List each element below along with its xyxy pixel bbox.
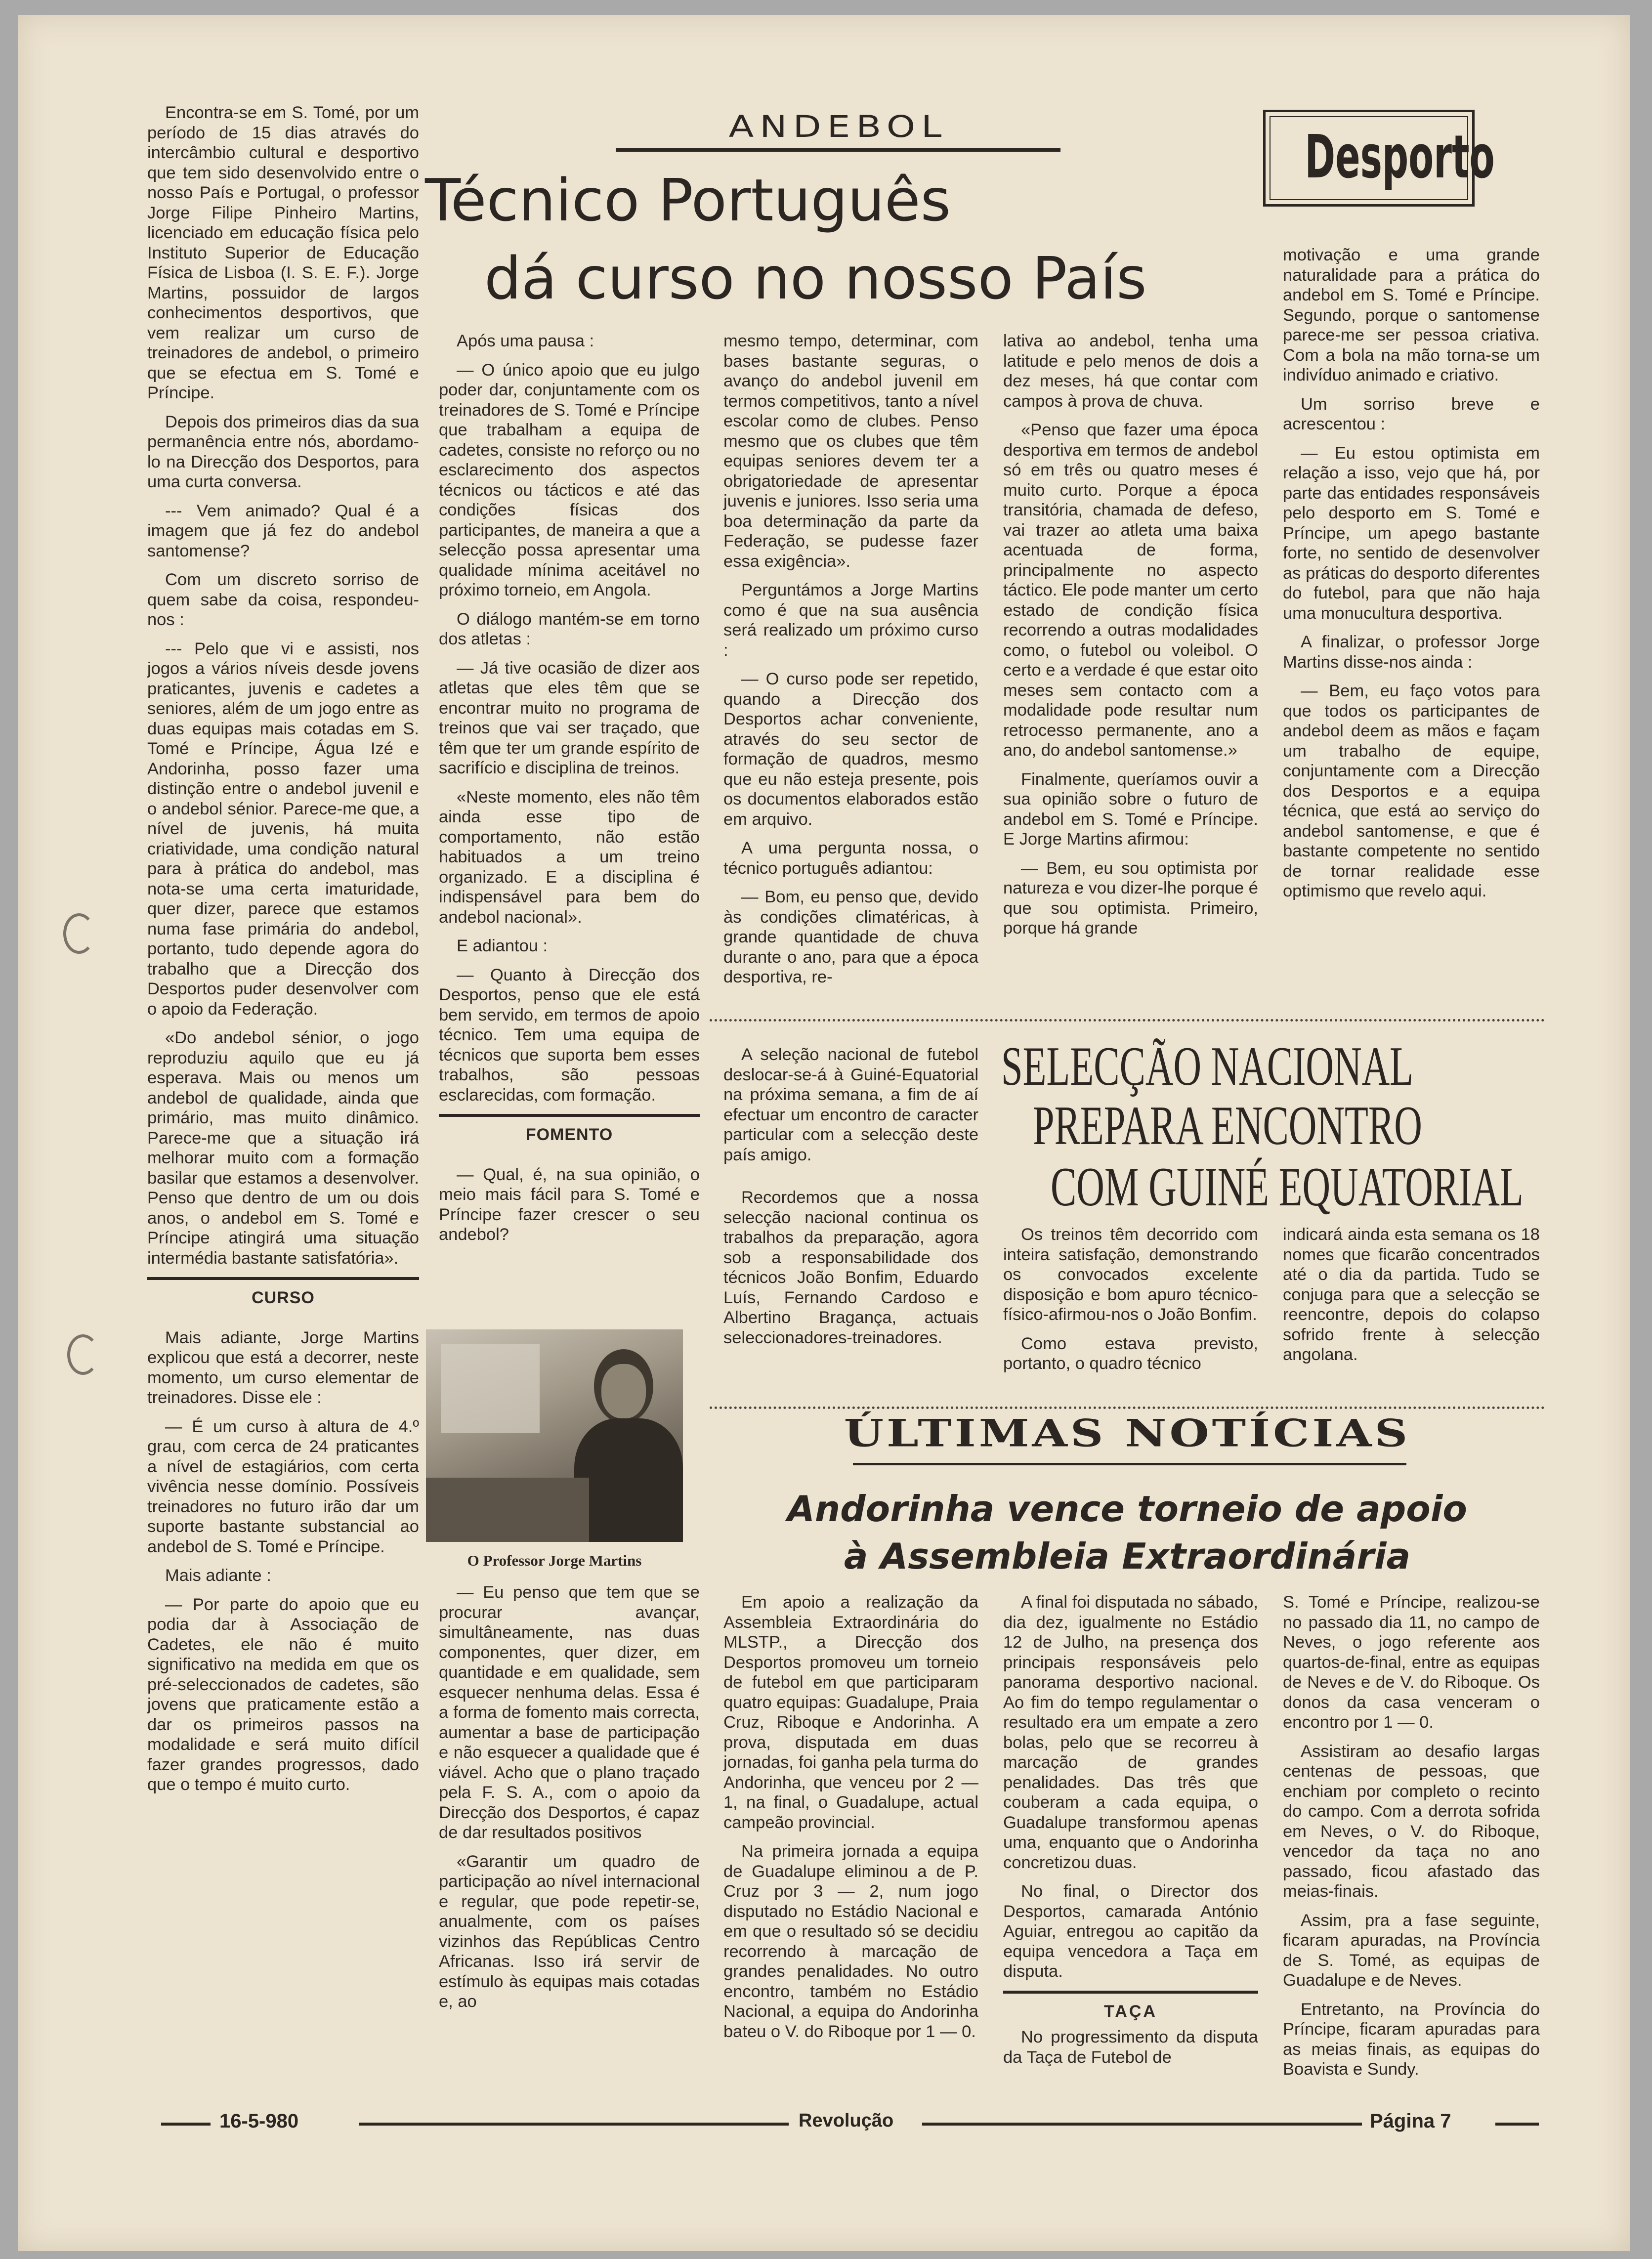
photo-desk — [426, 1478, 589, 1542]
ultimas-banner-text: ÚLTIMAS NOTÍCIAS — [844, 1411, 1411, 1455]
section-title-underline — [616, 148, 1060, 152]
paragraph: lativa ao andebol, tenha uma latitude e pelo menos de dois a dez meses, há que contar com campos à prova de chuva. — [1003, 332, 1258, 411]
ultimas-column-1 — [723, 1592, 978, 2050]
paragraph: Como estava previsto, portanto, o quadro técnico — [1003, 1334, 1258, 1373]
paragraph: Assim, pra a fase seguinte, ficaram apuradas, na Província de S. Tomé, as equipas de Guadalupe e de Neves. — [1283, 1911, 1540, 1990]
photo-window — [441, 1344, 540, 1433]
paragraph: No final, o Director dos Desportos, camarada António Aguiar, entregou ao capitão da equipa vencedora a Taça em disputa. — [1003, 1882, 1258, 1981]
footer-page-number: Página 7 — [1370, 2110, 1451, 2132]
paragraph: — Eu penso que tem que se procurar avançar, simultâneamente, nas duas componentes, quer dizer, em quantidade e em qualidade, sem esquecer nenhuma delas. Essa é a forma de fomento mais correcta, aumentar a base de participação e não esquecer a qualidade que é viável. Acho que o plano traçado pela F. S. A., com o apoio da Direcção dos Desportos, é capaz de dar resultados positivos — [439, 1583, 700, 1842]
section-title-text: ANDEBOL — [728, 109, 948, 144]
paragraph: indicará ainda esta semana os 18 nomes que ficarão concentrados até o dia da partida. Tudo se conjuga para que a selecção se reencontre, depois do colapso sofrido frente à selecção angolana. — [1283, 1225, 1540, 1364]
desporto-badge-text: Desporto — [1305, 123, 1495, 192]
andebol-column-2-continued — [439, 1582, 700, 2021]
footer-rule-left — [161, 2123, 211, 2126]
portrait-photo — [426, 1329, 683, 1542]
binder-hole-mark — [63, 913, 95, 954]
paragraph: Recordemos que a nossa selecção nacional continua os trabalhos da preparação, agora sob a responsabilidade dos técnicos João Bonfim, Eduardo Luís, Fernando Cardoso e Albertino Bragança, actuais seleccionadores-treinadores. — [723, 1188, 978, 1347]
article-separator — [710, 1407, 1545, 1409]
paragraph: Perguntámos a Jorge Martins como é que na sua ausência será realizado um próximo curso : — [723, 581, 978, 660]
taca-subheading: TAÇA — [1003, 1991, 1258, 2022]
andebol-column-5 — [1283, 245, 1540, 910]
paragraph: Com um discreto sorriso de quem sabe da coisa, respondeu-nos : — [147, 570, 419, 629]
paragraph: — Já tive ocasião de dizer aos atletas que eles têm que se encontrar muito no programa de treinos que vai ser traçado, que têm que ter um grande espírito de sacrifício e disciplina de treinos. — [439, 658, 700, 777]
ultimas-banner — [710, 1411, 1545, 1465]
paragraph: Finalmente, queríamos ouvir a sua opinião sobre o futuro de andebol em S. Tomé e Príncipe. E Jorge Martins afirmou: — [1003, 769, 1258, 849]
paragraph: Mais adiante, Jorge Martins explicou que está a decorrer, neste momento, um curso elementar de treinadores. Disse ele : — [147, 1328, 419, 1407]
seleccao-headline-line-3: COM GUINÉ EQUATORIAL — [1051, 1156, 1524, 1218]
seleccao-column-mid — [1003, 1225, 1258, 1383]
paragraph: --- Pelo que vi e assisti, nos jogos a vários níveis desde jovens praticantes, juvenis e cadetes a seniores, além de um jogo entre as duas equipas mais cotadas em S. Tomé e Príncipe, Água Izé e Andorinha, posso fazer uma distinção entre o andebol juvenil e o andebol sénior. Parece-me que, a nível de juvenis, há muita criatividade, uma condição natural para à prática do andebol, mas nota-se uma certa imaturidade, quer dizer, parece que estamos numa fase primária do andebol, portanto, tudo depende agora do trabalho que a Direcção dos Desportos puder desenvolver com o apoio da Federação. — [147, 639, 419, 1019]
section-title — [611, 102, 1065, 144]
paragraph: — Bem, eu sou optimista por natureza e vou dizer-lhe porque é que sou optimista. Primeiro, porque há grande — [1003, 858, 1258, 938]
paragraph: Encontra-se em S. Tomé, por um período de 15 dias através do intercâmbio cultural e desportivo que tem sido desenvolvido entre o nosso País e Portugal, o professor Jorge Filipe Pinheiro Martins, licenciado em educação física pelo Instituto Superior de Educação Física de Lisboa (I. S. E. F.). Jorge Martins, possuidor de largos conhecimentos desportivos, que vem realizar um curso de treinadores de andebol, o primeiro que se efectua em S. Tomé e Príncipe. — [147, 103, 419, 402]
headline-line-1: Técnico Português — [425, 166, 951, 234]
photo-figure-face — [601, 1364, 646, 1418]
andebol-column-2 — [439, 331, 700, 1254]
paragraph: «Garantir um quadro de participação ao nível internacional e regular, que pode repetir-se, anualmente, com os países vizinhos das Repúblicas Centro Africanas. Isso irá servir de estímulo às equipas mais cotadas e, ao — [439, 1852, 700, 2011]
paragraph: A final foi disputada no sábado, dia dez, igualmente no Estádio 12 de Julho, na presença dos principais responsáveis pelo panorama desportivo nacional. Ao fim do tempo regulamentar o resultado era um empate a zero bolas, pelo que se recorreu à marcação de grandes penalidades. Das três que couberam a cada equipa, o Guadalupe transformou apenas uma, enquanto que o Andorinha concretizou duas. — [1003, 1593, 1258, 1872]
seleccao-headline-line-1: SELECÇÃO NACIONAL — [1001, 1036, 1414, 1097]
footer-rule-mid-left — [359, 2123, 789, 2126]
paragraph: — Qual, é, na sua opinião, o meio mais fácil para S. Tomé e Príncipe fazer crescer o seu andebol? — [439, 1165, 700, 1244]
paragraph: — O único apoio que eu julgo poder dar, conjuntamente com os treinadores de S. Tomé e Príncipe que trabalham a equipa de cadetes, consiste no reforço ou no esclarecimento dos aspectos técnicos ou tácticos e até das condições físicas dos participantes, de maneira a que a selecção possa apresentar uma qualidade mínima aceitável no próximo torneio, em Angola. — [439, 360, 700, 599]
ultimas-column-3 — [1283, 1592, 1540, 2089]
footer-date: 16-5-980 — [219, 2110, 299, 2132]
paragraph: mesmo tempo, determinar, com bases bastante seguras, o avanço do andebol juvenil em termos competitivos, tanto a nível escolar como de clubes. Penso mesmo que os clubes que têm equipas seniores devem ter a obrigatoriedade de apresentar juvenis e juniores. Isso seria uma boa determinação da parte da Federação, se pudesse fazer essa exigência». — [723, 332, 978, 571]
paragraph: «Penso que fazer uma época desportiva em termos de andebol só em três ou quatro meses é muito curto. Porque a época transitória, chamada de defeso, vai trazer ao atleta uma baixa acentuada de forma, principalmente no aspecto táctico. Ele pode manter um certo estado de condição física recorrendo a outras modalidades como, o futebol ou voleibol. O certo e a verdade é que estar oito meses sem contacto com a modalidade pode resultar num retrocesso permanente, ano a ano, do andebol santomense.» — [1003, 421, 1258, 760]
paragraph: motivação e uma grande naturalidade para a prática do andebol em S. Tomé e Príncipe. Segundo, porque o santomense parece-me ser pessoa criativa. Com a bola na mão torna-se um indivíduo animado e criativo. — [1283, 246, 1540, 384]
paragraph: E adiantou : — [457, 937, 548, 955]
seleccao-column-left — [723, 1045, 978, 1357]
headline-line-2: dá curso no nosso País — [484, 244, 1147, 312]
binder-hole-mark — [67, 1334, 99, 1375]
paragraph: «Do andebol sénior, o jogo reproduziu aquilo que eu já esperava. Mais ou menos um andebol de qualidade, ainda que primário, mas muito dinâmico. Parece-me que a situação irá melhorar muito com a formação basilar que estamos a desenvolver. Penso que dentro de um ou dois anos, o andebol em S. Tomé e Príncipe atingirá uma situação intermédia bastante satisfatória». — [147, 1028, 419, 1268]
paragraph: Os treinos têm decorrido com inteira satisfação, demonstrando os convocados excelente disposição e bom apuro técnico-físico-afirmou-nos o João Bonfim. — [1003, 1225, 1258, 1324]
paragraph: S. Tomé e Príncipe, realizou-se no passado dia 11, no campo de Neves, o jogo referente aos quartos-de-final, entre as equipas de Neves e de V. do Riboque. Os donos da casa venceram o encontro por 1 — 0. — [1283, 1593, 1540, 1732]
paragraph: — Bem, eu faço votos para que todos os participantes de andebol deem as mãos e façam um trabalho de equipe, conjuntamente com a Direcção dos Desportos e a equipa técnica, que está ao serviço do andebol santomense, e que é bastante competente no sentido de tornar realidade esse optimismo que revelo aqui. — [1283, 682, 1540, 900]
paragraph: Assistiram ao desafio largas centenas de pessoas, que enchiam por completo o recinto do campo. Com a derrota sofrida em Neves, o V. do Riboque, vencedor da taça no ano passado, ficou afastado das meias-finais. — [1283, 1742, 1540, 1901]
paragraph: «Neste momento, eles não têm ainda esse tipo de comportamento, não estão habituados a um treino organizado. E a disciplina é indispensável para bem do andebol nacional». — [439, 787, 700, 927]
andebol-column-4 — [1003, 331, 1258, 947]
paragraph: Depois dos primeiros dias da sua permanência entre nós, abordamo-lo na Direcção dos Desportos, para uma curta conversa. — [147, 412, 419, 491]
paragraph: A finalizar, o professor Jorge Martins disse-nos ainda : — [1283, 633, 1540, 672]
andebol-column-3 — [723, 331, 978, 996]
paragraph: Na primeira jornada a equipa de Guadalupe eliminou a de P. Cruz por 3 — 2, num jogo disputado no Estádio Nacional e em que o resultado só se decidiu recorrendo à marcação de grandes penalidades. No outro encontro, também no Estádio Nacional, a equipa do Andorinha bateu o V. do Riboque por 1 — 0. — [723, 1842, 978, 2041]
article-separator — [710, 1019, 1545, 1022]
curso-subheading: CURSO — [147, 1277, 419, 1308]
andorinha-headline-line-2: à Assembleia Extraordinária — [844, 1535, 1411, 1577]
paragraph: Após uma pausa : — [457, 332, 594, 350]
paragraph: Um sorriso breve e acrescentou : — [1283, 394, 1540, 433]
photo-figure-body — [574, 1418, 683, 1542]
desporto-badge — [1263, 110, 1495, 207]
footer-rule-right — [1495, 2123, 1539, 2126]
photo-caption: O Professor Jorge Martins — [467, 1552, 642, 1569]
ultimas-column-2 — [1003, 1592, 1258, 2076]
paragraph: O diálogo mantém-se em torno dos atletas : — [439, 609, 700, 648]
fomento-subheading: FOMENTO — [439, 1114, 700, 1145]
paragraph: No progressimento da disputa da Taça de Futebol de — [1003, 2028, 1258, 2067]
paragraph: — O curso pode ser repetido, quando a Direcção dos Desportos achar conveniente, através do seu sector de formação de quadros, mesmo que eu não esteja presente, pois os documentos elaborados estão em arquivo. — [723, 670, 978, 829]
footer-rule-mid-right — [922, 2123, 1362, 2126]
paragraph: — Eu estou optimista em relação a isso, vejo que há, por parte das entidades responsáveis pelo desporto em S. Tomé e Príncipe, um apego bastante forte, no sentido de desenvolver as práticas do desporto diferentes do futebol, para que não haja uma monucultura desportiva. — [1283, 443, 1540, 623]
paragraph: — Quanto à Direcção dos Desportos, penso que ele está bem servido, em termos de apoio técnico. Tem uma equipa de técnicos que suporta bem esses trabalhos, são pessoas esclarecidas, com formação. — [439, 965, 700, 1105]
andorinha-headline-line-1: Andorinha vence torneio de apoio — [787, 1488, 1467, 1530]
paragraph: A uma pergunta nossa, o técnico português adiantou: — [723, 839, 978, 878]
paragraph: A seleção nacional de futebol deslocar-se-á à Guiné-Equatorial na próxima semana, a fim de aí efectuar um encontro de caracter particular com a selecção deste país amigo. — [723, 1045, 978, 1164]
seleccao-headline-line-2: PREPARA ENCONTRO — [1033, 1095, 1422, 1156]
newspaper-page — [18, 15, 1630, 2251]
paragraph: --- Vem animado? Qual é a imagem que já fez do andebol santomense? — [147, 501, 419, 560]
paragraph: — É um curso à altura de 4.º grau, com cerca de 24 praticantes a nível de estagiários, com certa vivência nesse domínio. Possíveis treinadores no futuro irão dar um suporte bastante substancial ao andebol de S. Tomé e Príncipe. — [147, 1417, 419, 1556]
paragraph: Entretanto, na Província do Príncipe, ficaram apuradas para as meias finais, as equipas do Boavista e Sundy. — [1283, 2000, 1540, 2079]
paragraph: Mais adiante : — [165, 1566, 271, 1585]
paragraph: Em apoio a realização da Assembleia Extraordinária do MLSTP., a Direcção dos Desportos promoveu um torneio de futebol em que participaram quatro equipas: Guadalupe, Praia Cruz, Riboque e Andorinha. A prova, disputada em duas jornadas, foi ganha pela turma do Andorinha, que venceu por 2 — 1, na final, o Guadalupe, actual campeão provincial. — [723, 1593, 978, 1832]
seleccao-column-right — [1283, 1225, 1540, 1374]
ultimas-banner-underline — [853, 1463, 1406, 1465]
footer-paper-name: Revolução — [799, 2110, 894, 2131]
paragraph: — Por parte do apoio que eu podia dar à Associação de Cadetes, ele não é muito significativo na medida em que os pré-seleccionados de cadetes, são jovens que praticamente estão a dar os primeiros passos na modalidade e será muito difícil fazer grandes progressos, dado que o tempo é muito curto. — [147, 1595, 419, 1794]
andebol-column-1 — [147, 103, 419, 1804]
paragraph: — Bom, eu penso que, devido às condições climatéricas, à grande quantidade de chuva durante o ano, para que a época desportiva, re- — [723, 888, 978, 986]
